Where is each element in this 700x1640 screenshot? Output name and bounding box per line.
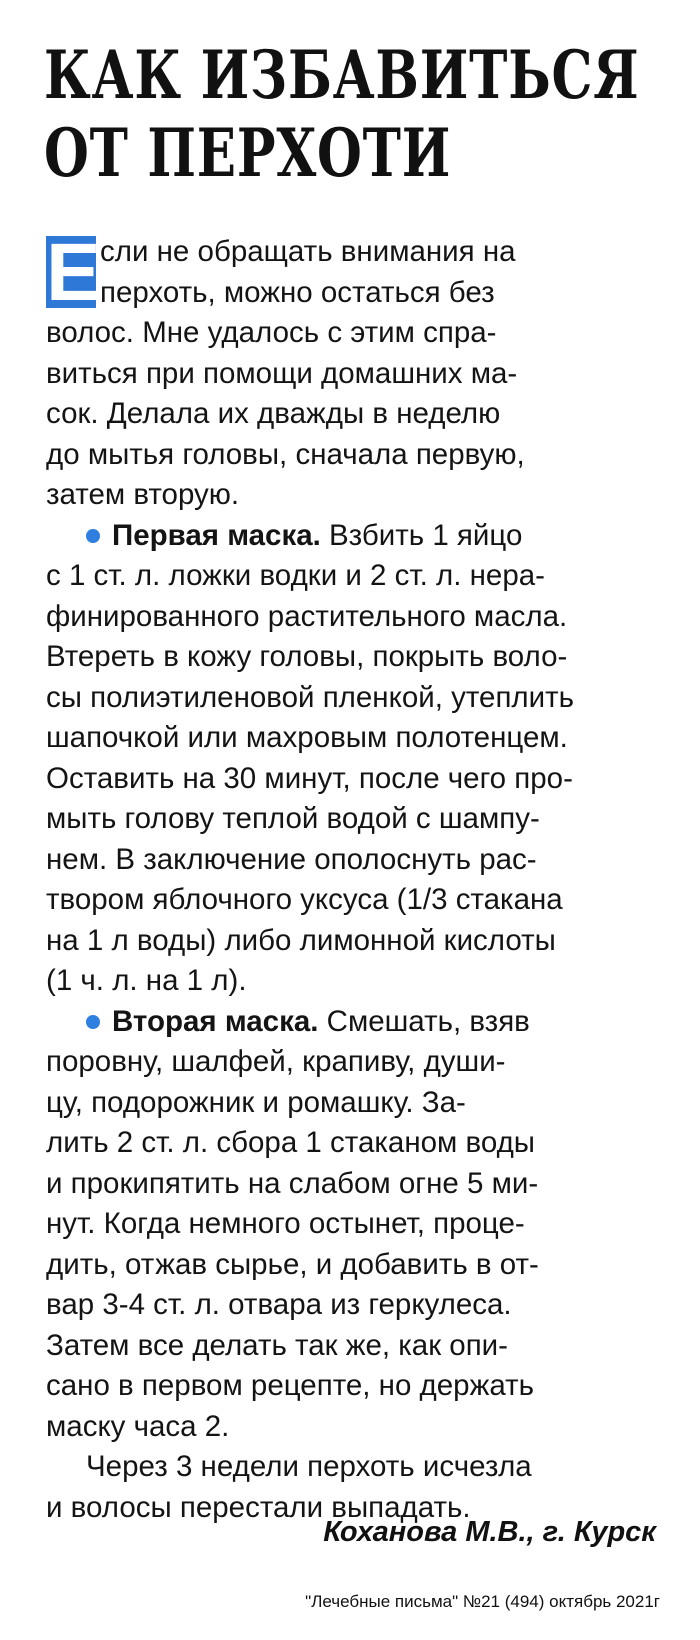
author-signature: Коханова М.В., г. Курск (323, 1516, 656, 1548)
line-text: лить 2 ст. л. сбора 1 стаканом воды (46, 1126, 536, 1159)
line-text: Смешать, взяв (318, 1004, 530, 1038)
body-line (46, 273, 662, 314)
body-line (46, 1407, 662, 1448)
line-text: финированного растительного масла. (46, 599, 568, 633)
body-line (46, 354, 662, 395)
mask-heading-line (46, 1002, 662, 1043)
article-title (44, 36, 640, 192)
body-line (46, 394, 662, 435)
body-line (46, 718, 662, 759)
body-line (46, 1083, 662, 1124)
body-line (46, 435, 662, 476)
body-line (46, 313, 662, 354)
body-line (46, 1245, 662, 1286)
line-text: Взбить 1 яйцо (320, 518, 523, 552)
body-line (46, 921, 662, 962)
body-line (46, 1447, 662, 1488)
body-line (46, 799, 662, 840)
drop-cap: Е (46, 227, 101, 318)
body-line (46, 961, 662, 1002)
mask-heading-line (46, 516, 662, 557)
body-line (46, 637, 662, 678)
bullet-dot-icon (86, 529, 100, 543)
line-text: шапочкой или махровым полотенцем. (46, 721, 568, 754)
mask-heading: Первая маска. (112, 518, 321, 552)
body-line (46, 597, 662, 638)
line-text: сано в первом рецепте, но держать (46, 1369, 534, 1402)
body-line (46, 232, 662, 273)
line-text: Втереть в кожу головы, покрыть воло- (46, 640, 568, 673)
line-text: нут. Когда немного остынет, проце- (46, 1207, 525, 1240)
line-text: (1 ч. л. на 1 л). (46, 964, 247, 997)
body-line (46, 880, 662, 921)
line-text: маску часа 2. (46, 1409, 230, 1443)
body-line (46, 1204, 662, 1245)
line-text: Затем все делать так же, как опи- (46, 1328, 508, 1362)
line-text: волос. Мне удалось с этим спра- (46, 316, 497, 349)
bullet-dot-icon (86, 1015, 100, 1029)
article-body (46, 227, 662, 1528)
body-line (46, 1366, 662, 1407)
line-text: и волосы перестали выпадать. (46, 1490, 471, 1524)
body-line (46, 1285, 662, 1326)
line-text: затем вторую. (46, 478, 240, 511)
body-line (46, 840, 662, 881)
body-line (46, 1123, 662, 1164)
body-line (46, 759, 662, 800)
line-text: дить, отжав сырье, и добавить в от- (46, 1247, 539, 1281)
line-text: сли не обращать внимания на (100, 235, 516, 268)
line-text: вар 3-4 ст. л. отвара из геркулеса. (46, 1288, 512, 1321)
line-text: с 1 ст. л. ложки водки и 2 ст. л. нера- (46, 559, 545, 592)
line-text: Через 3 недели перхоть исчезла (86, 1450, 532, 1483)
line-text: на 1 л воды) либо лимонной кислоты (46, 923, 556, 957)
line-text: сы полиэтиленовой пленкой, утеплить (46, 680, 574, 714)
line-text: цу, подорожник и ромашку. За- (46, 1085, 466, 1119)
line-text: перхоть, можно остаться без (100, 275, 495, 309)
body-line (46, 1164, 662, 1205)
body-line (46, 1042, 662, 1083)
body-line (46, 1326, 662, 1367)
line-text: нем. В заключение ополоснуть рас- (46, 842, 537, 876)
body-line (46, 475, 662, 516)
title-line: КАК ИЗБАВИТЬСЯ (44, 36, 640, 114)
line-text: Оставить на 30 минут, после чего про- (46, 761, 573, 795)
line-text: сок. Делала их дважды в неделю (46, 397, 501, 430)
mask-heading: Вторая маска. (112, 1004, 319, 1038)
title-line: ОТ ПЕРХОТИ (44, 114, 452, 192)
line-text: до мытья головы, сначала первую, (46, 437, 525, 471)
source-citation: "Лечебные письма" №21 (494) октябрь 2021г (305, 1592, 660, 1611)
body-line (46, 678, 662, 719)
line-text: твором яблочного уксуса (1/3 стакана (46, 883, 563, 916)
line-text: мыть голову теплой водой с шампу- (46, 802, 540, 835)
line-text: виться при помощи домашних ма- (46, 356, 518, 390)
line-text: поровну, шалфей, крапиву, души- (46, 1045, 506, 1078)
body-line (46, 556, 662, 597)
line-text: и прокипятить на слабом огне 5 ми- (46, 1166, 539, 1200)
